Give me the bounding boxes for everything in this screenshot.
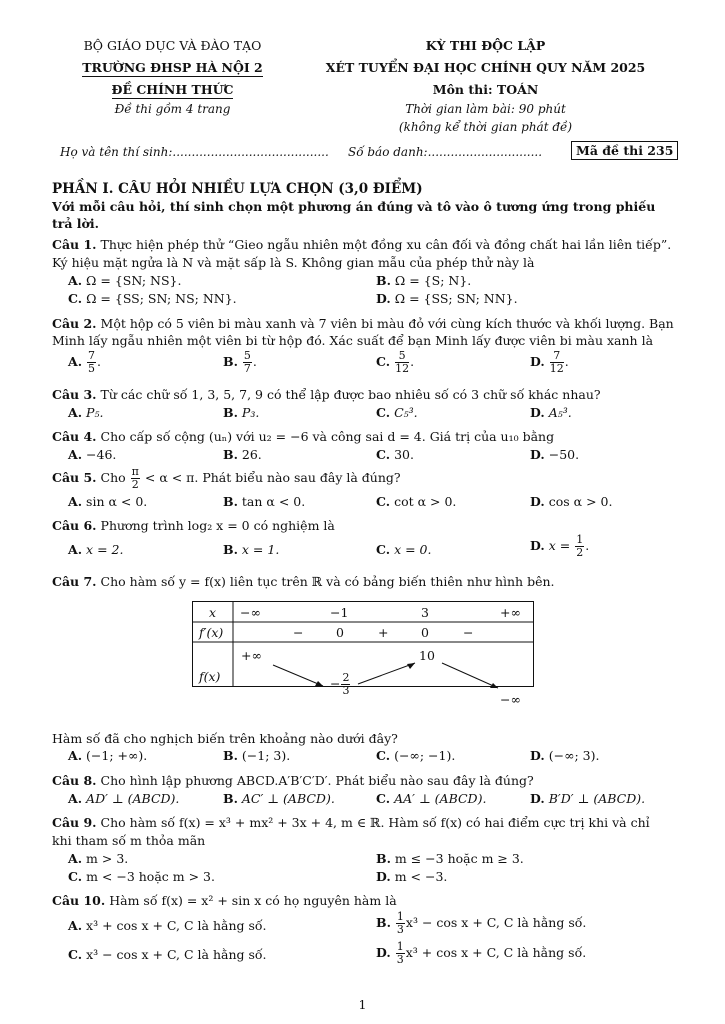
q3-option-d[interactable]: D. A₅³. [530,405,572,420]
q1-option-d[interactable]: D. Ω = {SS; SN; NN}. [376,291,518,306]
f-top-left: +∞ [241,648,262,663]
q6-option-c[interactable]: C. x = 0. [376,542,432,557]
q4-option-b[interactable]: B. 26. [223,447,262,462]
variation-table [192,601,534,707]
q2-option-a[interactable]: A. $\frac{7}{5}$ . [68,349,102,375]
question-10: Câu 10. Hàm số f(x) = x² + sin x có họ nguyên hàm là [52,893,397,908]
q1-option-b[interactable]: B. Ω = {S; N}. [376,273,472,288]
official-label: ĐỀ CHÍNH THỨC [111,82,234,97]
table-x-neg-inf: −∞ [240,605,261,620]
sign-zero-1: 0 [336,625,344,640]
question-9: Câu 9. Cho hàm số f(x) = x³ + mx² + 3x + 4, m ∈ ℝ. Hàm số f(x) có hai điểm cực trị khi và chỉ [52,815,650,830]
exam-time: Thời gian làm bài: 90 phút [405,102,566,116]
question-2: Câu 2. Một hộp có 5 viên bi màu xanh và 7 viên bi màu đỏ với cùng kích thước và khối lượng. Bạn [52,316,674,331]
question-6: Câu 6. Phương trình log₂ x = 0 có nghiệm là [52,518,335,533]
decreasing-arrow-1 [273,665,323,686]
q8-option-b[interactable]: B. AC′ ⊥ (ABCD). [223,791,335,806]
exam-title: KỲ THI ĐỘC LẬP [425,38,546,53]
arrowhead-2 [407,663,415,669]
subject: Môn thi: TOÁN [432,82,539,97]
school-name: TRƯỜNG ĐHSP HÀ NỘI 2 [82,60,263,75]
q9-option-d[interactable]: D. m < −3. [376,869,448,884]
question-5: Câu 5. Cho $\frac{\pi}{2}$ < α < π. Phát biểu nào sau đây là đúng? [52,465,401,491]
decreasing-arrow-2 [442,663,498,688]
q6-option-d[interactable]: D. x = $\frac{1}{2}$ . [530,533,590,559]
q7-option-d[interactable]: D. (−∞; 3). [530,748,600,763]
table-derivative-label: f′(x) [199,625,224,640]
q8-option-d[interactable]: D. B′D′ ⊥ (ABCD). [530,791,646,806]
q5-option-b[interactable]: B. tan α < 0. [223,494,306,509]
q10-option-c[interactable]: C. x³ − cos x + C, C là hằng số. [68,947,267,962]
table-x-label: x [209,605,217,620]
sign-1: − [293,625,304,640]
instructions-line1: Với mỗi câu hỏi, thí sinh chọn một phương án đúng và tô vào ô tương ứng trong phiếu [52,199,656,214]
q5-option-a[interactable]: A. sin α < 0. [68,494,148,509]
q7-option-b[interactable]: B. (−1; 3). [223,748,291,763]
q9-option-c[interactable]: C. m < −3 hoặc m > 3. [68,869,215,884]
q4-option-a[interactable]: A. −46. [68,447,117,462]
q1-option-c[interactable]: C. Ω = {SS; SN; NS; NN}. [68,291,237,306]
q5-option-c[interactable]: C. cot α > 0. [376,494,457,509]
q6-option-a[interactable]: A. x = 2. [68,542,124,557]
f-local-min: − $\frac{2}{3}$ [330,671,350,697]
question-7: Câu 7. Cho hàm số y = f(x) liên tục trên ℝ và có bảng biến thiên như hình bên. [52,574,555,589]
question-8: Câu 8. Cho hình lập phương ABCD.A′B′C′D′. Phát biểu nào sau đây là đúng? [52,773,534,788]
page-count: Đề thi gồm 4 trang [114,102,231,116]
f-bottom-right: −∞ [500,692,521,707]
f-local-max: 10 [419,648,435,663]
q8-option-c[interactable]: C. AA′ ⊥ (ABCD). [376,791,487,806]
table-x-pos-inf: +∞ [500,605,521,620]
part-title: PHẦN I. CÂU HỎI NHIỀU LỰA CHỌN (3,0 ĐIỂM) [52,181,423,197]
sign-2: + [378,625,389,640]
candidate-name-field: Họ và tên thí sinh:......................................... [60,145,329,159]
q7-option-a[interactable]: A. (−1; +∞). [68,748,148,763]
table-x-minus1: −1 [330,605,349,620]
q2-option-d[interactable]: D. $\frac{7}{12}$ . [530,349,569,375]
q7-option-c[interactable]: C. (−∞; −1). [376,748,456,763]
q10-option-d[interactable]: D. $\frac{1}{3}$ x³ + cos x + C, C là hằng số. [376,940,587,966]
exam-subtitle: XÉT TUYỂN ĐẠI HỌC CHÍNH QUY NĂM 2025 [325,60,646,75]
instructions-line2: trả lời. [52,216,99,231]
question-1: Câu 1. Thực hiện phép thử “Gieo ngẫu nhiên một đồng xu cân đối và đồng chất hai lần liên tiếp”. [52,237,672,252]
question-1-line2: Ký hiệu mặt ngửa là N và mặt sấp là S. Không gian mẫu của phép thử này là [52,255,535,270]
candidate-id-field: Số báo danh:.............................. [348,145,543,159]
q10-option-a[interactable]: A. x³ + cos x + C, C là hằng số. [68,918,267,933]
q4-option-c[interactable]: C. 30. [376,447,414,462]
question-3: Câu 3. Từ các chữ số 1, 3, 5, 7, 9 có thể lập được bao nhiêu số có 3 chữ số khác nhau? [52,387,601,402]
q4-option-d[interactable]: D. −50. [530,447,580,462]
question-4: Câu 4. Cho cấp số cộng (uₙ) với u₂ = −6 và công sai d = 4. Giá trị của u₁₀ bằng [52,429,555,444]
page-number: 1 [358,997,367,1012]
q8-option-a[interactable]: A. AD′ ⊥ (ABCD). [68,791,180,806]
q1-option-a[interactable]: A. Ω = {SN; NS}. [68,273,182,288]
sign-zero-2: 0 [421,625,429,640]
q3-option-a[interactable]: A. P₅. [68,405,104,420]
table-f-label: f(x) [199,669,221,684]
q3-option-c[interactable]: C. C₅³. [376,405,418,420]
q5-option-d[interactable]: D. cos α > 0. [530,494,613,509]
question-7-line2: Hàm số đã cho nghịch biến trên khoảng nào dưới đây? [52,731,398,746]
q9-option-b[interactable]: B. m ≤ −3 hoặc m ≥ 3. [376,851,524,866]
exam-code: Mã đề thi 235 [571,141,678,160]
question-9-line2: khi tham số m thỏa mãn [52,833,206,848]
q9-option-a[interactable]: A. m > 3. [68,851,129,866]
question-2-line2: Minh lấy ngẫu nhiên một viên bi từ hộp đó. Xác suất để bạn Minh lấy được viên bi màu xanh là [52,333,654,348]
q10-option-b[interactable]: B. $\frac{1}{3}$ x³ − cos x + C, C là hằng số. [376,910,587,936]
q6-option-b[interactable]: B. x = 1. [223,542,280,557]
sign-3: − [463,625,474,640]
ministry-name: BỘ GIÁO DỤC VÀ ĐÀO TẠO [83,38,262,53]
q2-option-c[interactable]: C. $\frac{5}{12}$ . [376,349,415,375]
increasing-arrow [358,663,415,684]
q2-option-b[interactable]: B. $\frac{5}{7}$ . [223,349,257,375]
table-x-3: 3 [421,605,429,620]
q3-option-b[interactable]: B. P₃. [223,405,260,420]
exam-time-note: (không kể thời gian phát đề) [398,120,573,134]
